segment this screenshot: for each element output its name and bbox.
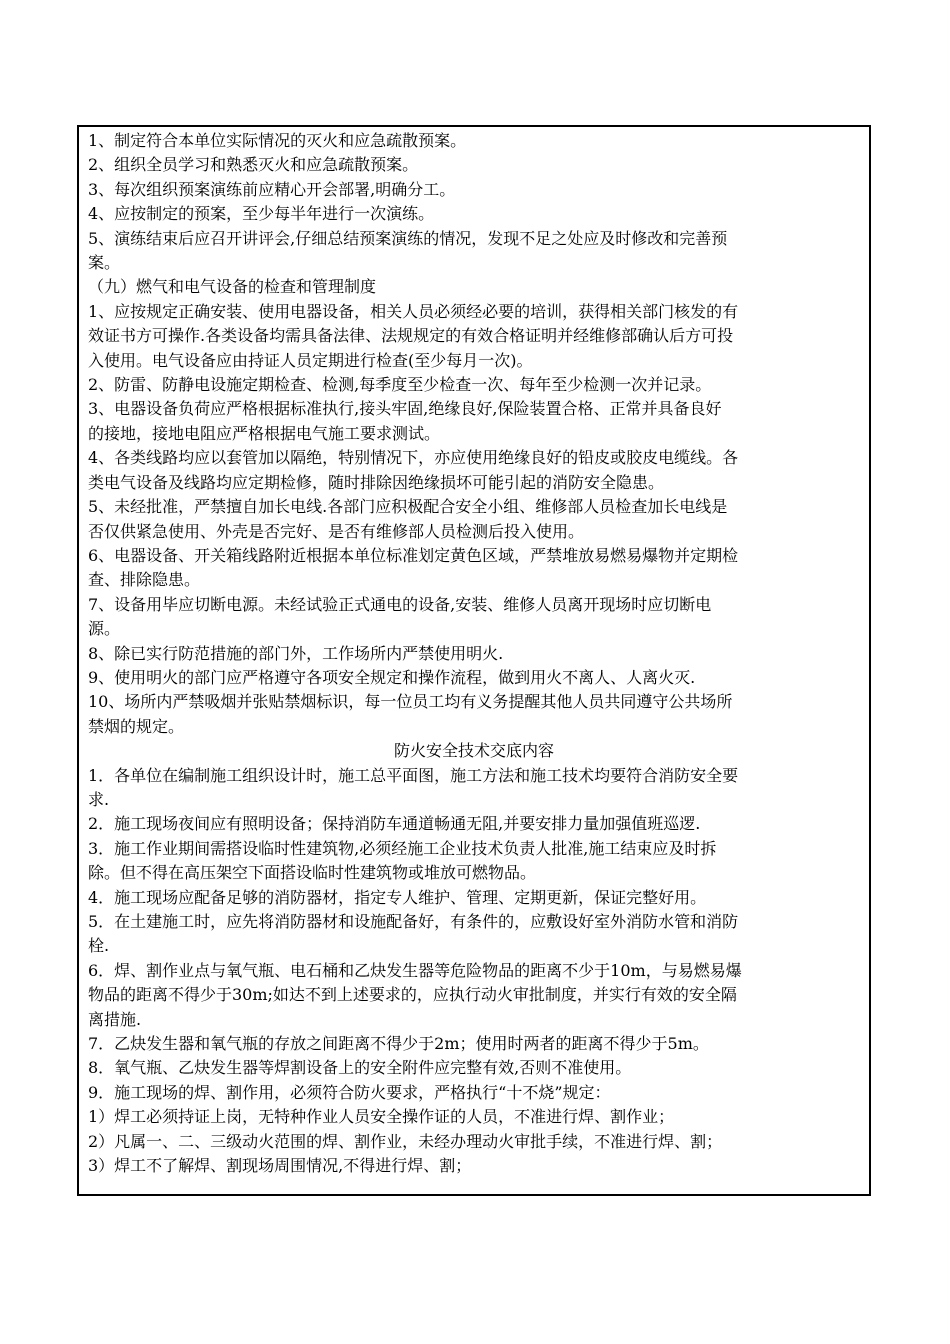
text-line: 类电气设备及线路均应定期检修，随时排除因绝缘损坏可能引起的消防安全隐患。 — [88, 472, 665, 492]
text-line: 8．氧气瓶、乙炔发生器等焊割设备上的安全附件应完整有效,否则不准使用。 — [88, 1058, 632, 1078]
text-line: 7、设备用毕应切断电源。未经试验正式通电的设备,安装、维修人员离开现场时应切断电 — [88, 594, 712, 614]
text-line: 6、电器设备、开关箱线路附近根据本单位标准划定黄色区域，严禁堆放易燃易爆物并定期检 — [88, 545, 739, 565]
text-line: 离措施. — [88, 1009, 142, 1029]
text-line: 2）凡属一、二、三级动火范围的焊、割作业，未经办理动火审批手续，不准进行焊、割； — [88, 1131, 723, 1151]
text-line: 物品的距离不得少于30m;如达不到上述要求的，应执行动火审批制度，并实行有效的安全隔 — [88, 985, 737, 1005]
text-line: 5．在土建施工时，应先将消防器材和设施配备好，有条件的，应敷设好室外消防水管和消防 — [88, 912, 739, 931]
text-line: 3、每次组织预案演练前应精心开会部署,明确分工。 — [88, 179, 456, 199]
text-line: 9．施工现场的焊、割作用，必须符合防火要求，严格执行“十不烧”规定： — [88, 1082, 611, 1102]
text-line: 9、使用明火的部门应严格遵守各项安全规定和操作流程，做到用火不离人、人离火灭. — [88, 667, 696, 687]
section-heading: （九）燃气和电气设备的检查和管理制度 — [88, 277, 377, 297]
text-line: 5、未经批准，严禁擅自加长电线.各部门应积极配合安全小组、维修部人员检查加长电线是 — [88, 497, 728, 517]
content-table-cell — [77, 125, 871, 1196]
text-line: 禁烟的规定。 — [88, 716, 185, 736]
text-line: 栓. — [88, 936, 110, 956]
text-line: 1）焊工必须持证上岗，无特种作业人员安全操作证的人员，不准进行焊、割作业； — [88, 1107, 675, 1127]
text-line: 4、各类线路均应以套管加以隔绝，特别情况下，亦应使用绝缘良好的铅皮或胶皮电缆线。各 — [88, 448, 739, 468]
text-line: 1．各单位在编制施工组织设计时，施工总平面图，施工方法和施工技术均要符合消防安全要 — [88, 765, 739, 785]
text-line: 3．施工作业期间需搭设临时性建筑物,必须经施工企业技术负责人批准,施工结束应及时拆 — [88, 838, 717, 858]
text-line: 4．施工现场应配备足够的消防器材，指定专人维护、管理、定期更新，保证完整好用。 — [88, 887, 707, 907]
text-line: 3）焊工不了解焊、割现场周围情况,不得进行焊、割； — [88, 1156, 472, 1176]
text-line: 源。 — [88, 619, 121, 639]
text-line: 2、组织全员学习和熟悉灭火和应急疏散预案。 — [88, 155, 419, 175]
text-line: 否仅供紧急使用、外壳是否完好、是否有维修部人员检测后投入使用。 — [88, 521, 585, 541]
text-line: 5、演练结束后应召开讲评会,仔细总结预案演练的情况，发现不足之处应及时修改和完善预 — [88, 228, 728, 248]
text-line: 3、电器设备负荷应严格根据标准执行,接头牢固,绝缘良好,保险装置合格、正常并具备良好 — [88, 399, 722, 419]
text-line: 6．焊、割作业点与氧气瓶、电石桶和乙炔发生器等危险物品的距离不少于10m，与易燃易爆 — [88, 960, 742, 980]
text-line: 查、排除隐患。 — [88, 570, 201, 590]
text-line: 的接地，接地电阻应严格根据电气施工要求测试。 — [88, 423, 441, 443]
text-line: 除。但不得在高压架空下面搭设临时性建筑物或堆放可燃物品。 — [88, 863, 537, 883]
text-line: 2、防雷、防静电设施定期检查、检测,每季度至少检查一次、每年至少检测一次并记录。 — [88, 375, 712, 395]
text-line: 7．乙炔发生器和氧气瓶的存放之间距离不得少于2m；使用时两者的距离不得少于5m。 — [88, 1034, 709, 1054]
text-line: 案。 — [88, 253, 121, 273]
text-line: 1、应按规定正确安装、使用电器设备，相关人员必须经必要的培训，获得相关部门核发的有 — [88, 301, 739, 321]
section-title: 防火安全技术交底内容 — [393, 741, 554, 761]
text-line: 入使用。电气设备应由持证人员定期进行检查(至少每月一次)。 — [88, 350, 533, 370]
text-line: 1、制定符合本单位实际情况的灭火和应急疏散预案。 — [88, 131, 467, 150]
text-line: 求. — [88, 789, 110, 809]
text-line: 效证书方可操作.各类设备均需具备法律、法规规定的有效合格证明并经维修部确认后方可投 — [88, 326, 734, 346]
text-line: 4、应按制定的预案，至少每半年进行一次演练。 — [88, 204, 435, 224]
text-line: 8、除已实行防范措施的部门外，工作场所内严禁使用明火. — [88, 643, 504, 663]
text-line: 10、场所内严禁吸烟并张贴禁烟标识，每一位员工均有义务提醒其他人员共同遵守公共场所 — [88, 692, 733, 712]
text-line: 2．施工现场夜间应有照明设备；保持消防车通道畅通无阻,并要安排力量加强值班巡逻. — [88, 814, 701, 834]
